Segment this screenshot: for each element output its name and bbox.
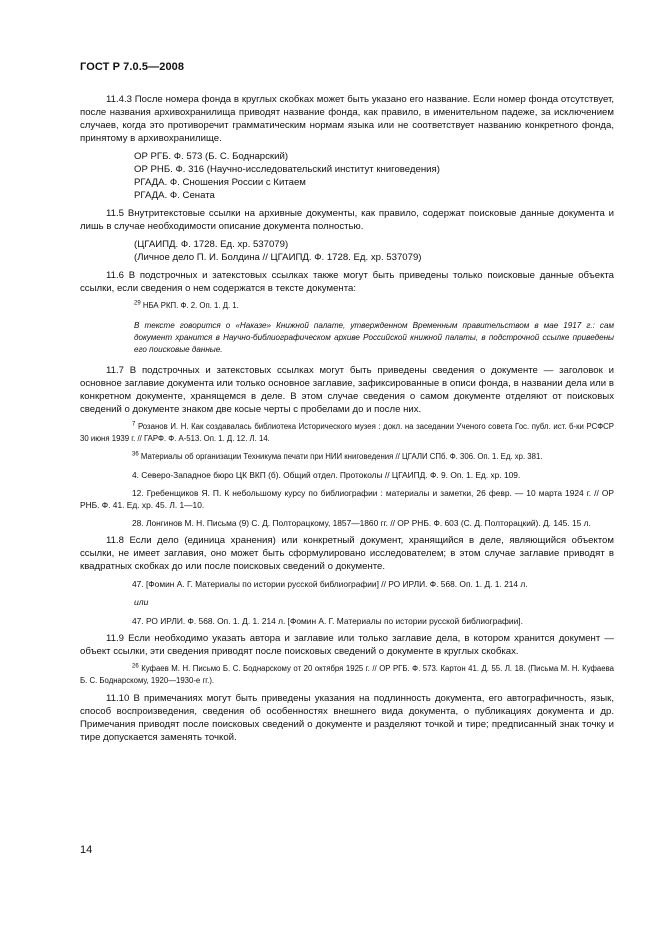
page-number: 14 [80,844,93,856]
example-line: РГАДА. Ф. Сношения России с Китаем [134,177,306,188]
footnote-number: 7 [132,421,136,428]
example-line: ОР РНБ. Ф. 316 (Научно-исследовательский институт книговедения) [134,164,440,175]
or-word: или [134,597,149,608]
examples-11-5 [80,238,614,264]
paragraph-11-4-3: 11.4.3 После номера фонда в круглых скобках может быть указано его название. Если номер фонда отсутствует, после названия архивохранилища приводят название фонда, как правило, в именительном падеже, за исключением случаев, когда это противоречит грамматическим нормам языка или не соответствует названию конкретного фонда, принятому в архивохранилище. [80,94,614,144]
paragraph-11-7: 11.7 В подстрочных и затекстовых ссылках могут быть приведены сведения о документе — заголовок и основное заглавие документа или только основное заглавие, зафиксированные в описи фонда, в названии дела или в конкретном документе, хранящемся в деле. В этом случае сведения о самом документе отделяют от поисковых сведений о документе знаком две косые черты с пробелами до и после них. [80,365,614,416]
footnote-29 [134,300,614,312]
example-line: РГАДА. Ф. Сената [134,190,215,201]
paragraph-11-5: 11.5 Внутритекстовые ссылки на архивные документы, как правило, содержат поисковые данные документа и лишь в случае необходимости описание документа полностью. [80,208,614,232]
examples-11-8 [80,578,614,627]
footnote-number: 26 [132,663,139,670]
page-content [80,93,614,744]
paragraph-11-8: 11.8 Если дело (единица хранения) или конкретный документ, хранящийся в деле, являющийся объектом ссылки, не имеет заглавия, оно может быть сформулировано исследователем; в этом случае заглавие приводят в квадратных скобках до или после поисковых сведений о документе. [80,535,614,573]
footnote-number: 29 [134,300,141,307]
paragraph-11-10: 11.10 В примечаниях могут быть приведены указания на подлинность документа, его автографичность, язык, способ воспроизведения, сведения об особенностях внешнего вида документа, о публикациях документа и др. Примечания приводят после поисковых сведений о документе и разделяют точкой и тире; предписанный знак точку и тире допускается заменять точкой. [80,693,614,744]
examples-11-4-3 [80,150,614,202]
example-line: (ЦГАИПД. Ф. 1728. Ед. хр. 537079) [134,239,289,250]
footnote-text: Розанов И. Н. Как создавалась библиотека Исторического музея : докл. на заседании Ученого совета Гос. публ. ист. б-ки РСФСР 30 июня 1939 г. // ГАРФ. Ф. А-513. Оп. 1. Д. 12. Л. 14. [80,422,614,444]
example-line: ОР РГБ. Ф. 573 (Б. С. Боднарский) [134,151,289,162]
example-footnote-26 [80,663,614,687]
standard-header: ГОСТ Р 7.0.5—2008 [80,61,185,73]
endnote-47a: 47. [Фомин А. Г. Материалы по истории русской библиографии] // РО ИРЛИ. Ф. 568. Оп. 1. Д. 1. 214 л. [132,579,528,590]
endnote-47b: 47. РО ИРЛИ. Ф. 568. Оп. 1. Д. 1. 214 л. [Фомин А. Г. Материалы по истории русской библиографии]. [132,616,523,627]
endnote-28: 28. Лонгинов М. Н. Письма (9) С. Д. Полторацкому, 1857—1860 гг. // ОР РНБ. Ф. 603 (С. Д. Полторацкий). Д. 145. 15 л. [132,518,591,529]
paragraph-11-6: 11.6 В подстрочных и затекстовых ссылках также могут быть приведены только поисковые данные объекта ссылки, если сведения о нем содержатся в тексте документа: [80,270,614,294]
footnote-29-note: В тексте говорится о «Наказе» Книжной палате, утвержденном Временным правительством в мае 1917 г.: сам документ хранится в Научно-библиографическом архиве Российской книжной палаты, в подстрочной ссылке приведены его поисковые данные. [134,321,614,355]
footnote-26 [80,663,614,687]
endnote-4: 4. Северо-Западное бюро ЦК ВКП (б). Общий отдел. Протоколы // ЦГАИПД. Ф. 9. Оп. 1. Ед. хр. 109. [132,470,521,481]
endnote-12: 12. Гребенщиков Я. П. К небольшому курсу по библиографии : материалы и заметки, 26 февр. — 10 марта 1924 г. // ОР РНБ. Ф. 41. Ед. хр. 45. Л. 1—10. [80,488,614,511]
example-line: (Личное дело П. И. Болдина // ЦГАИПД. Ф. 1728. Ед. хр. 537079) [134,252,422,263]
footnote-text: Куфаев М. Н. Письмо Б. С. Боднарскому от 20 октября 1925 г. // ОР РГБ. Ф. 573. Картон 41. Д. 55. Л. 18. (Письма М. Н. Куфаева Б. С. Боднарскому, 1920—1930-е гг.). [80,664,614,686]
footnote-text: Материалы об организации Техникума печати при НИИ книговедения // ЦГАЛИ СПб. Ф. 306. Оп. 1. Ед. хр. 381. [140,452,543,462]
footnote-36 [80,451,614,463]
example-footnote-29 [80,300,614,356]
footnote-7 [80,421,614,445]
paragraph-11-9: 11.9 Если необходимо указать автора и заглавие или только заглавие дела, в котором хранится документ — объект ссылки, эти сведения приводят после поисковых сведений о документе в круглых скобках. [80,633,614,658]
footnote-text: НБА РКП. Ф. 2. Оп. 1. Д. 1. [142,301,239,310]
examples-11-7 [80,421,614,529]
footnote-number: 36 [132,451,139,458]
